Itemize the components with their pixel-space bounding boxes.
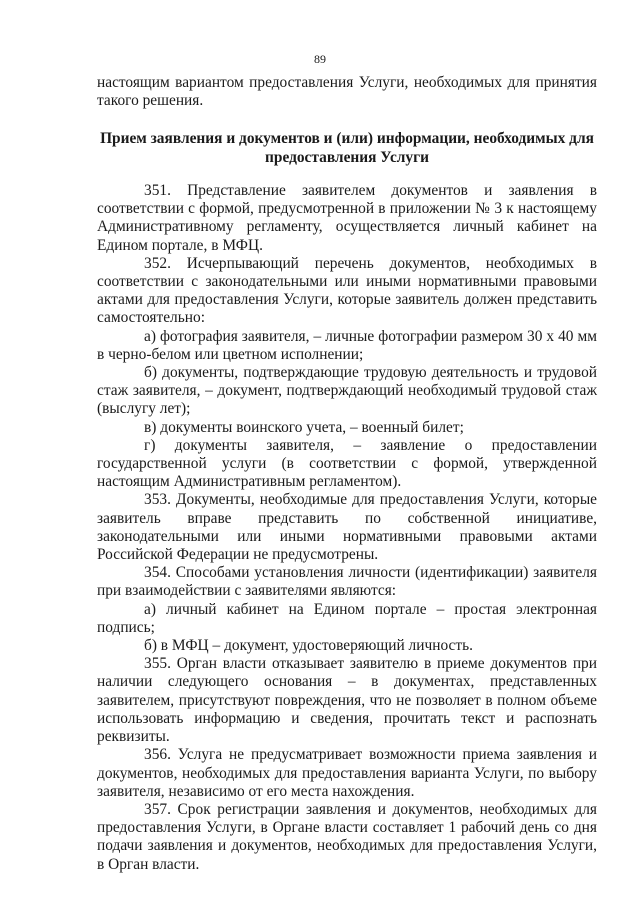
page-number: 89 [314,52,326,66]
list-item-352-g: г) документы заявителя, – заявление о предоставлении государственной услуги (в соответствии с формой, утвержденной настоящим Административным регламентом). [97,436,597,491]
section-heading: Прием заявления и документов и (или) информации, необходимых для предоставления Услуги [100,130,594,167]
list-item-352-a: а) фотография заявителя, – личные фотографии размером 30 x 40 мм в черно-белом или цветном исполнении; [97,327,597,363]
document-body [97,74,597,874]
paragraph-351: 351. Представление заявителем документов и заявления в соответствии с формой, предусмотренной в приложении № 3 к настоящему Административному регламенту, осуществляется личный кабинет на Едином портале, в МФЦ. [97,182,597,254]
paragraph-355: 355. Орган власти отказывает заявителю в приеме документов при наличии следующего основания – в документах, представленных заявителем, присутствуют повреждения, что не позволяет в полном объеме использовать информацию и сведения, прочитать текст и распознать реквизиты. [97,655,597,746]
list-item-354-a: а) личный кабинет на Едином портале – простая электронная подпись; [97,600,597,636]
list-item-352-v: в) документы воинского учета, – военный билет; [144,418,464,436]
paragraph-352: 352. Исчерпывающий перечень документов, необходимых в соответствии с законодательными или иными нормативными правовыми актами для предоставления Услуги, которые заявитель должен представить самостоятельно: [97,254,597,327]
paragraph-357: 357. Срок регистрации заявления и документов, необходимых для предоставления Услуги, в Органе власти составляет 1 рабочий день со дня подачи заявления и документов, необходимых для предоставления Услуги, в Орган власти. [97,800,597,873]
paragraph-356: 356. Услуга не предусматривает возможности приема заявления и документов, необходимых для предоставления варианта Услуги, по выбору заявителя, независимо от его места нахождения. [97,746,597,800]
paragraph-353: 353. Документы, необходимые для предоставления Услуги, которые заявитель вправе представить по собственной инициативе, законодательными или иными нормативными правовыми актами Российской Федерации не предусмотрены. [97,491,597,564]
list-item-354-b: б) в МФЦ – документ, удостоверяющий личность. [144,637,473,655]
paragraph-354: 354. Способами установления личности (идентификации) заявителя при взаимодействии с заявителями являются: [97,564,597,600]
continuation-paragraph: настоящим вариантом предоставления Услуги, необходимых для принятия такого решения. [97,74,597,110]
list-item-352-b: б) документы, подтверждающие трудовую деятельность и трудовой стаж заявителя, – документ, подтверждающий необходимый трудовой стаж (выслугу лет); [97,364,597,418]
